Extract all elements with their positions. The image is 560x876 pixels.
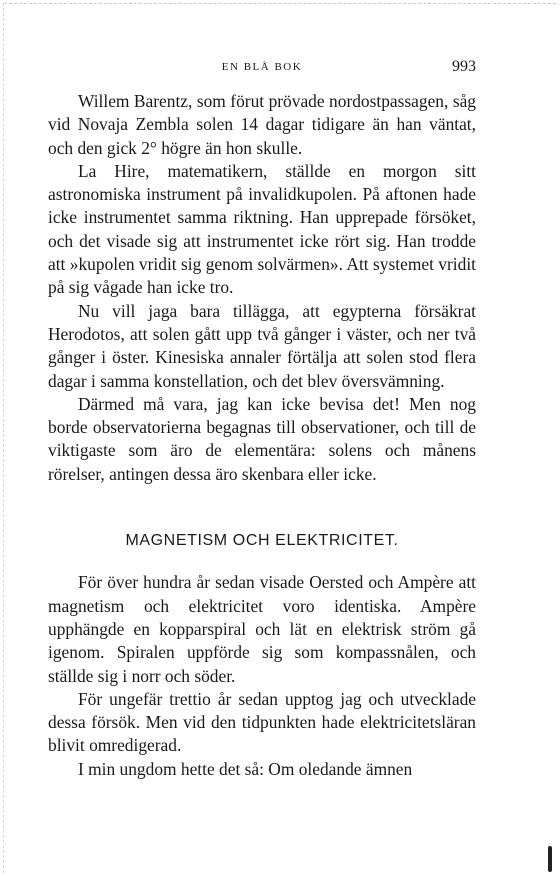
paragraph: La Hire, matematikern, ställde en morgon sitt astronomiska instrument på invalidkupolen. På aftonen hade icke instrumentet samma riktning. Han upprepade försöket, och det visade sig att instrumentet icke rört sig. Han trodde att »kupolen vridit sig genom solvärmen». Att systemet vridit på sig vågade han icke tro. [48,160,476,298]
body-text [48,90,476,781]
page-header [48,58,476,78]
paragraph: Därmed må vara, jag kan icke bevisa det! Men nog borde observatorierna begagnas till observationer, och till de viktigaste som äro de elementära: solens och månens rörelser, antingen dessa äro skenbara eller icke. [48,393,476,484]
paragraph: Nu vill jaga bara tillägga, att egypterna försäkrat Herodotos, att solen gått upp två gånger i väster, och ner två gånger i öster. Kinesiska annaler förtälja att solen stod flera dagar i samma konstellation, och det blev översvämning. [48,300,476,391]
scan-edge-mark [548,846,552,872]
paragraph: Willem Barentz, som förut prövade nordostpassagen, såg vid Novaja Zembla solen 14 dagar tidigare än han väntat, och den gick 2° högre än hon skulle. [48,91,476,158]
paragraph: I min ungdom hette det så: Om oledande ämnen [78,758,413,779]
section-title: MAGNETISM OCH ELEKTRICITET. [125,532,399,550]
page-number: 993 [452,58,476,75]
scan-left-edge [3,3,4,873]
running-title: EN BLÅ BOK [221,61,303,73]
paragraph: För ungefär trettio år sedan upptog jag och utvecklade dessa försök. Men vid den tidpunkten hade elektricitetsläran blivit omredigerad. [48,688,476,756]
paragraph: För över hundra år sedan visade Oersted och Ampère att magnetism och elektricitet voro identiska. Ampère upphängde en kopparspiral och lät en elektrisk ström gå igenom. Spiralen uppförde sig som kompassnålen, och ställde sig i norr och söder. [48,572,476,686]
scan-top-edge [4,3,556,4]
